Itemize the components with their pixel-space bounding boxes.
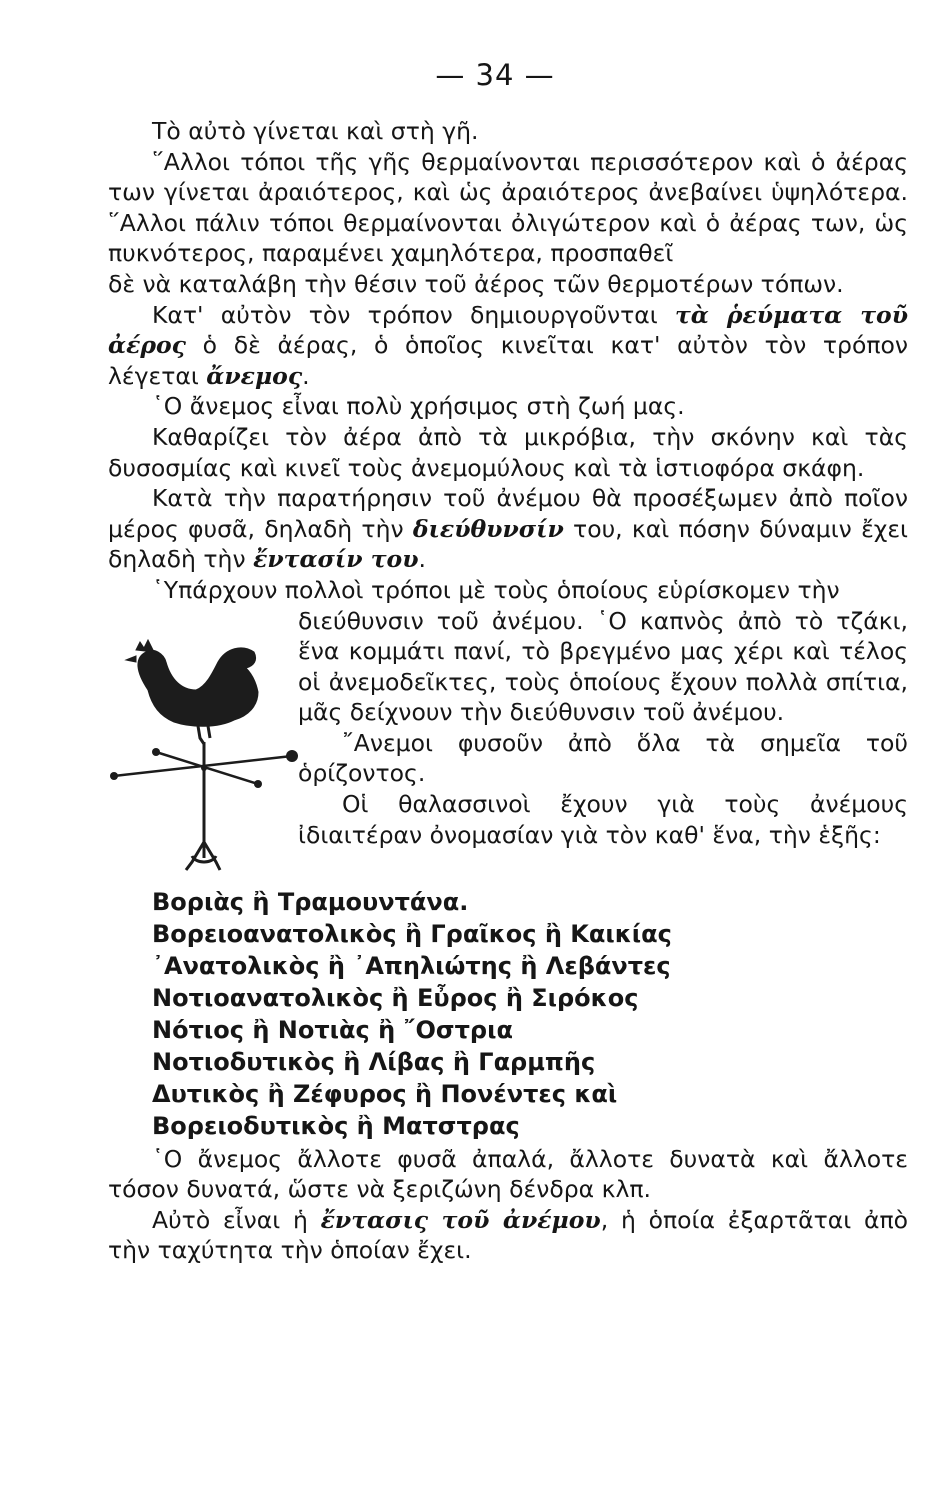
arm-end-west — [110, 772, 118, 780]
rooster-weathervane-icon — [108, 610, 298, 882]
wind-name-north: Βοριὰς ἢ Τραμουντάνα. — [152, 887, 469, 916]
pole-hub — [201, 765, 207, 771]
paragraph-6-text-1: Κατὰ τὴν παρατήρησιν τοῦ ἀνέμου θὰ προσέξωμεν ἀπὸ ποῖον μέρος φυσᾶ, δηλαδὴ τὴν — [108, 484, 908, 543]
rooster-beak — [126, 656, 136, 662]
wind-name-west: Δυτικὸς ἢ Ζέφυρος ἢ Πονέντες καὶ — [152, 1079, 618, 1108]
paragraph-7-part-1: ῾Υπάρχουν πολλοὶ τρόποι μὲ τοὺς ὁποίους εὑρίσκομεν τὴν — [152, 575, 840, 604]
term-wind-intensity: ἔντασις τοῦ ἀνέμου — [320, 1205, 601, 1234]
paragraph-3-text-2: ὁ δὲ ἀέρας, ὁ ὁποῖος κινεῖται κατ' αὐτὸν τὸν τρόπον λέγεται — [108, 331, 908, 390]
paragraph-2-part-2: δὲ νὰ καταλάβη τὴν θέσιν τοῦ ἀέρος τῶν θερμοτέρων τόπων. — [108, 269, 844, 298]
rooster-body — [138, 647, 258, 725]
term-air-currents: τὰ ῥεύματα τοῦ ἀέρος — [108, 300, 908, 360]
weathervane-illustration — [108, 610, 298, 882]
paragraph-2-part-1: ῞Αλλοι τόποι τῆς γῆς θερμαίνονται περισσότερον καὶ ὁ ἀέρας των γίνεται ἀραιότερος, καὶ ὡς ἀραιότερος ἀνεβαίνει ὑψηλότερα. ῞Αλλοι πάλιν τόποι θερμαίνονται ὀλιγώτερον καὶ ὁ ἀέρας των, ὡς πυκνότερος, παραμένει χαμηλότερα, προσπαθεῖ — [108, 147, 908, 268]
paragraph-8: ῎Ανεμοι φυσοῦν ἀπὸ ὅλα τὰ σημεῖα τοῦ ὁρίζοντος. — [298, 728, 908, 788]
wind-name-southwest: Νοτιοδυτικὸς ἢ Λίβας ἢ Γαρμπῆς — [152, 1047, 596, 1076]
rooster-comb — [136, 640, 154, 652]
paragraph-11-text-2: , ἡ ὁποία ἐξαρτᾶται ἀπὸ τὴν ταχύτητα τὴν ὁποίαν ἔχει. — [108, 1205, 908, 1265]
term-wind: ἄνεμος — [206, 361, 303, 390]
wind-name-northeast: Βορειοανατολικὸς ἢ Γραῖκος ἢ Καικίας — [152, 919, 672, 948]
rooster-legs — [198, 726, 210, 744]
wind-name-southeast: Νοτιοανατολικὸς ἢ Εὖρος ἢ Σιρόκος — [152, 983, 639, 1012]
wind-name-northwest: Βορειοδυτικὸς ἢ Ματστρας — [152, 1111, 520, 1140]
paragraph-6 — [108, 483, 908, 575]
wind-names-list — [152, 886, 908, 1142]
paragraph-4: ῾Ο ἄνεμος εἶναι πολὺ χρήσιμος στὴ ζωή μας. — [152, 392, 685, 421]
paragraph-11 — [108, 1205, 908, 1266]
paragraph-6-text-3: . — [418, 545, 427, 574]
paragraph-10: ῾Ο ἄνεμος ἄλλοτε φυσᾶ ἀπαλά, ἄλλοτε δυνατὰ καὶ ἄλλοτε τόσον δυνατά, ὥστε νὰ ξεριζώνη δένδρα κλπ. — [108, 1144, 908, 1204]
wind-name-east: ᾽Ανατολικὸς ἢ ᾽Απηλιώτης ἢ Λεβάντες — [152, 951, 671, 980]
paragraph-3-text-1: Κατ' αὐτὸν τὸν τρόπον δημιουργοῦνται — [152, 300, 675, 329]
paragraph-6-text-2: του, καὶ πόσην δύναμιν ἔχει δηλαδὴ τὴν — [108, 514, 908, 574]
paragraph-7-part-2: διεύθυνσιν τοῦ ἀνέμου. ῾Ο καπνὸς ἀπὸ τὸ τζάκι, ἕνα κομμάτι πανί, τὸ βρεγμένο μας χέρι καὶ τέλος οἱ ἀνεμοδεῖκτες, τοὺς ὁποίους ἔχουν πολλὰ σπίτια, μᾶς δείχνουν τὴν διεύθυνσιν τοῦ ἀνέμου. — [298, 606, 908, 727]
page-number: — 34 — — [435, 58, 555, 92]
paragraph-5: Καθαρίζει τὸν ἀέρα ἀπὸ τὰ μικρόβια, τὴν σκόνην καὶ τὰς δυσοσμίας καὶ κινεῖ τοὺς ἀνεμομύλους καὶ τὰ ἱστιοφόρα σκάφη. — [108, 422, 908, 482]
term-intensity: ἔντασίν του — [253, 545, 419, 574]
body-text — [108, 116, 908, 1266]
paragraph-1: Τὸ αὐτὸ γίνεται καὶ στὴ γῆ. — [152, 117, 479, 145]
arm-end-north — [152, 748, 160, 756]
text-beside-illustration — [298, 606, 908, 851]
paragraph-3 — [108, 300, 908, 392]
term-direction: διεύθυνσίν — [412, 514, 564, 543]
paragraph-9: Οἱ θαλασσινοὶ ἔχουν γιὰ τοὺς ἀνέμους ἰδιαιτέραν ὀνομασίαν γιὰ τὸν καθ' ἕνα, τὴν ἑξῆς: — [298, 790, 908, 849]
paragraph-11-text-1: Αὐτὸ εἶναι ἡ — [152, 1205, 321, 1234]
wind-name-south: Νότιος ἢ Νοτιὰς ἢ ῎Οστρια — [152, 1015, 513, 1044]
paragraph-3-text-3: . — [302, 361, 310, 390]
arm-end-east — [286, 750, 298, 762]
arm-end-south — [254, 780, 262, 788]
